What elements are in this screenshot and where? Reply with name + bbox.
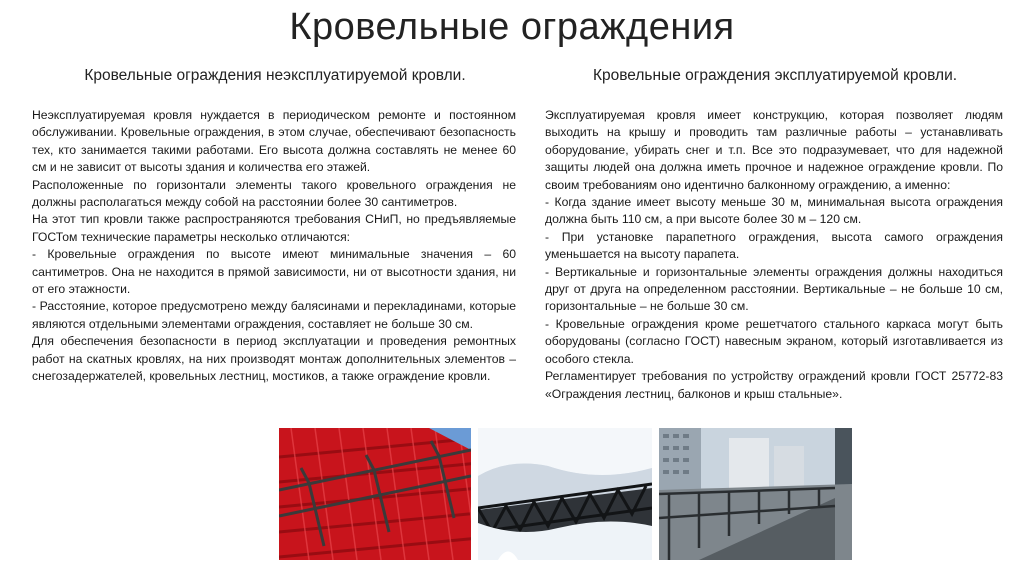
left-paragraph-2: Расположенные по горизонтали элементы такого кровельного ограждения не должны располагаться между собой на расстоянии более 30 сантиметров.	[32, 177, 516, 210]
page-title: Кровельные ограждения	[289, 6, 735, 48]
left-paragraph-3: На этот тип кровли также распространяются требования СНиП, но предъявляемые ГОСТом технические параметры несколько отличаются:	[32, 212, 516, 244]
right-paragraph-2: - Когда здание имеет высоту меньше 30 м, минимальная высота ограждения должна быть 110 см, а при высоте более 30 м – 120 см.	[545, 195, 1003, 227]
rooftop-terrace-photo	[659, 428, 852, 560]
right-column-heading: Кровельные ограждения эксплуатируемой кровли.	[592, 67, 958, 84]
right-paragraph-6: Регламентирует требования по устройству ограждений кровли ГОСТ 25772-83 «Ограждения лестниц, балконов и крыш стальные».	[545, 369, 1003, 401]
left-paragraph-5: - Расстояние, которое предусмотрено между балясинами и перекладинами, которые являются отдельными элементами ограждения, составляет не больше 30 см.	[32, 299, 516, 331]
left-paragraph-4: - Кровельные ограждения по высоте имеют минимальные значения – 60 сантиметров. Она не находится в прямой зависимости, ни от высотности здания, ни от его этажности.	[32, 247, 516, 297]
right-paragraph-1: Эксплуатируемая кровля имеет конструкцию, которая позволяет людям выходить на крышу и проводить там различные работы – устанавливать оборудование, убирать снег и т.п. Все это подразумевает, что для надежной защиты людей она должна иметь прочное и надежное ограждение кровли. По своим требованиям оно идентично балконному ограждению, а именно:	[545, 108, 1003, 192]
left-paragraph-1: Неэксплуатируемая кровля нуждается в периодическом ремонте и постоянном обслуживании. Кровельные ограждения, в этом случае, обеспечивают безопасность тех, кто занимается такими работами. Его высота должна составлять не менее 60 см и не зависит от высоты здания и количества его этажей.	[32, 108, 516, 175]
right-paragraph-3: - При установке парапетного ограждения, высота самого ограждения уменьшается на высоту парапета.	[545, 229, 1003, 262]
left-column-text	[32, 107, 516, 386]
right-column-text	[545, 107, 1003, 403]
left-paragraph-6: Для обеспечения безопасности в период эксплуатации и проведения ремонтных работ на скатных кровлях, на них производят монтаж дополнительных элементов – снегозадержателей, кровельных лестниц, мостиков, а также ограждение кровли.	[32, 334, 516, 384]
roof-railing-photo	[279, 428, 471, 560]
right-paragraph-4: - Вертикальные и горизонтальные элементы ограждения должны находиться друг от друга на определенном расстоянии. Вертикальные – не больше 10 см, горизонтальные – не больше 30 см.	[545, 264, 1003, 314]
right-paragraph-5: - Кровельные ограждения кроме решетчатого стального каркаса могут быть оборудованы (согласно ГОСТ) навесным экраном, который изготавливается из особого стекла.	[545, 316, 1003, 366]
left-column-heading: Кровельные ограждения неэксплуатируемой кровли.	[84, 67, 466, 84]
snow-roof-railing-photo	[478, 428, 652, 560]
